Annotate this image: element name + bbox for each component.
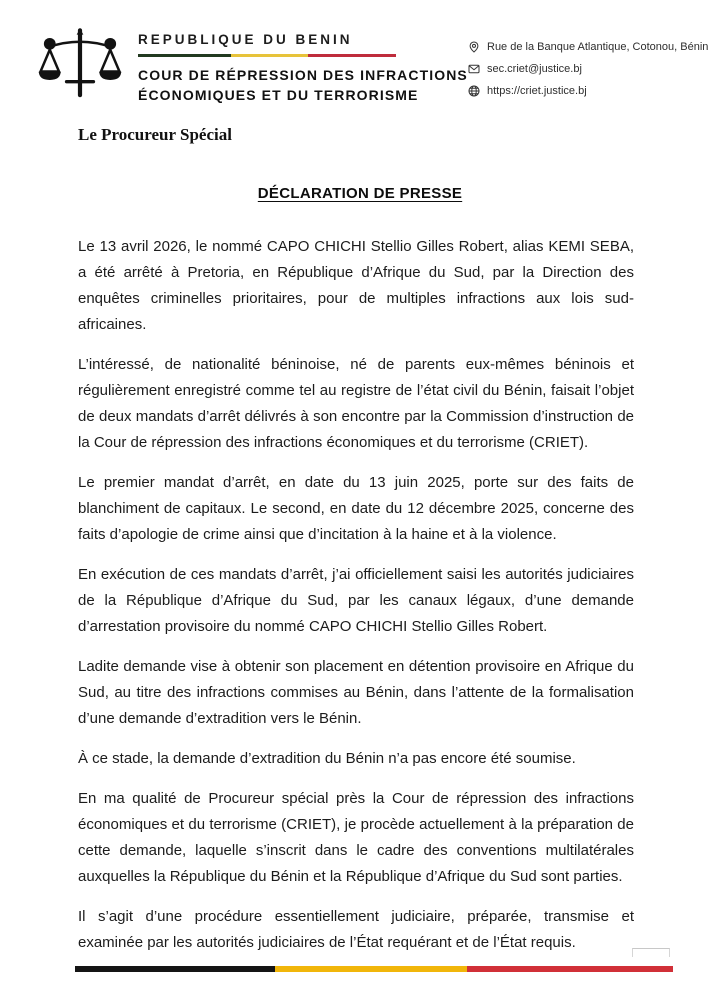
paragraph: Il s’agit d’une procédure essentiellement judiciaire, préparée, transmise et examinée par les autorités judiciaires de l’État requérant et de l’État requis. bbox=[78, 908, 634, 951]
document-title: DÉCLARATION DE PRESSE bbox=[257, 185, 463, 202]
org-court-name-line1: COUR DE RÉPRESSION DES INFRACTIONS bbox=[138, 67, 468, 83]
author-role: Le Procureur Spécial bbox=[78, 125, 232, 144]
flag-divider bbox=[138, 54, 396, 57]
location-pin-icon bbox=[468, 41, 480, 53]
org-court-name-line2: ÉCONOMIQUES ET DU TERRORISME bbox=[138, 87, 419, 103]
footer-stripe-red bbox=[467, 966, 673, 972]
contact-website-text: https://criet.justice.bj bbox=[487, 85, 587, 97]
contact-address bbox=[468, 36, 708, 58]
paragraph: L’intéressé, de nationalité béninoise, né de parents eux-mêmes béninois et régulièrement enregistré comme tel au registre de l’état civil du Bénin, faisait l’objet de deux mandats d’arrêt délivrés à son encontre par la Commission d’instruction de la Cour de répression des infractions économiques et du terrorisme (CRIET). bbox=[78, 356, 634, 451]
footer-flag-bar bbox=[75, 966, 673, 972]
flag-stripe-red bbox=[308, 54, 396, 57]
org-country: REPUBLIQUE DU BENIN bbox=[138, 32, 353, 47]
contact-address-text: Rue de la Banque Atlantique, Cotonou, Bénin bbox=[487, 41, 709, 53]
contact-email-text: sec.criet@justice.bj bbox=[487, 63, 582, 75]
paragraph: Ladite demande vise à obtenir son placement en détention provisoire en Afrique du Sud, au titre des infractions commises au Bénin, dans l’attente de la formalisation d’une demande d’extradition vers le Bénin. bbox=[78, 658, 634, 727]
org-identity bbox=[138, 26, 468, 105]
paragraph: Le premier mandat d’arrêt, en date du 13 juin 2025, porte sur des faits de blanchiment de capitaux. Le second, en date du 12 décembre 2025, concerne des faits d’apologie de crime ainsi que d’incitation à la haine et à la violence. bbox=[78, 474, 634, 543]
paragraph: En exécution de ces mandats d’arrêt, j’ai officiellement saisi les autorités judiciaires de la République d’Afrique du Sud, par les canaux légaux, d’une demande d’arrestation provisoire du nommé CAPO CHICHI Stellio Gilles Robert. bbox=[78, 566, 634, 635]
contact-website bbox=[468, 80, 708, 102]
contact-email bbox=[468, 58, 708, 80]
footer-stripe-black bbox=[75, 966, 275, 972]
globe-icon bbox=[468, 85, 480, 97]
paragraph: Le 13 avril 2026, le nommé CAPO CHICHI Stellio Gilles Robert, alias KEMI SEBA, a été arrêté à Pretoria, en République d’Afrique du Sud, par la Direction des enquêtes criminelles prioritaires, pour de multiples infractions aux lois sud-africaines. bbox=[78, 238, 634, 333]
flag-stripe-green bbox=[138, 54, 231, 57]
scan-artifact bbox=[632, 948, 670, 957]
paragraph: En ma qualité de Procureur spécial près la Cour de répression des infractions économiques et du terrorisme (CRIET), je procède actuellement à la préparation de cette demande, laquelle s’inscrit dans le cadre des conventions multilatérales auxquelles la République du Bénin et la République d’Afrique du Sud sont parties. bbox=[78, 790, 634, 885]
document-body bbox=[78, 234, 634, 956]
scales-of-justice-icon bbox=[38, 26, 122, 102]
contact-block bbox=[468, 36, 708, 102]
flag-stripe-yellow bbox=[231, 54, 308, 57]
footer-stripe-yellow bbox=[275, 966, 466, 972]
envelope-icon bbox=[468, 63, 480, 75]
paragraph: À ce stade, la demande d’extradition du Bénin n’a pas encore été soumise. bbox=[78, 750, 576, 767]
